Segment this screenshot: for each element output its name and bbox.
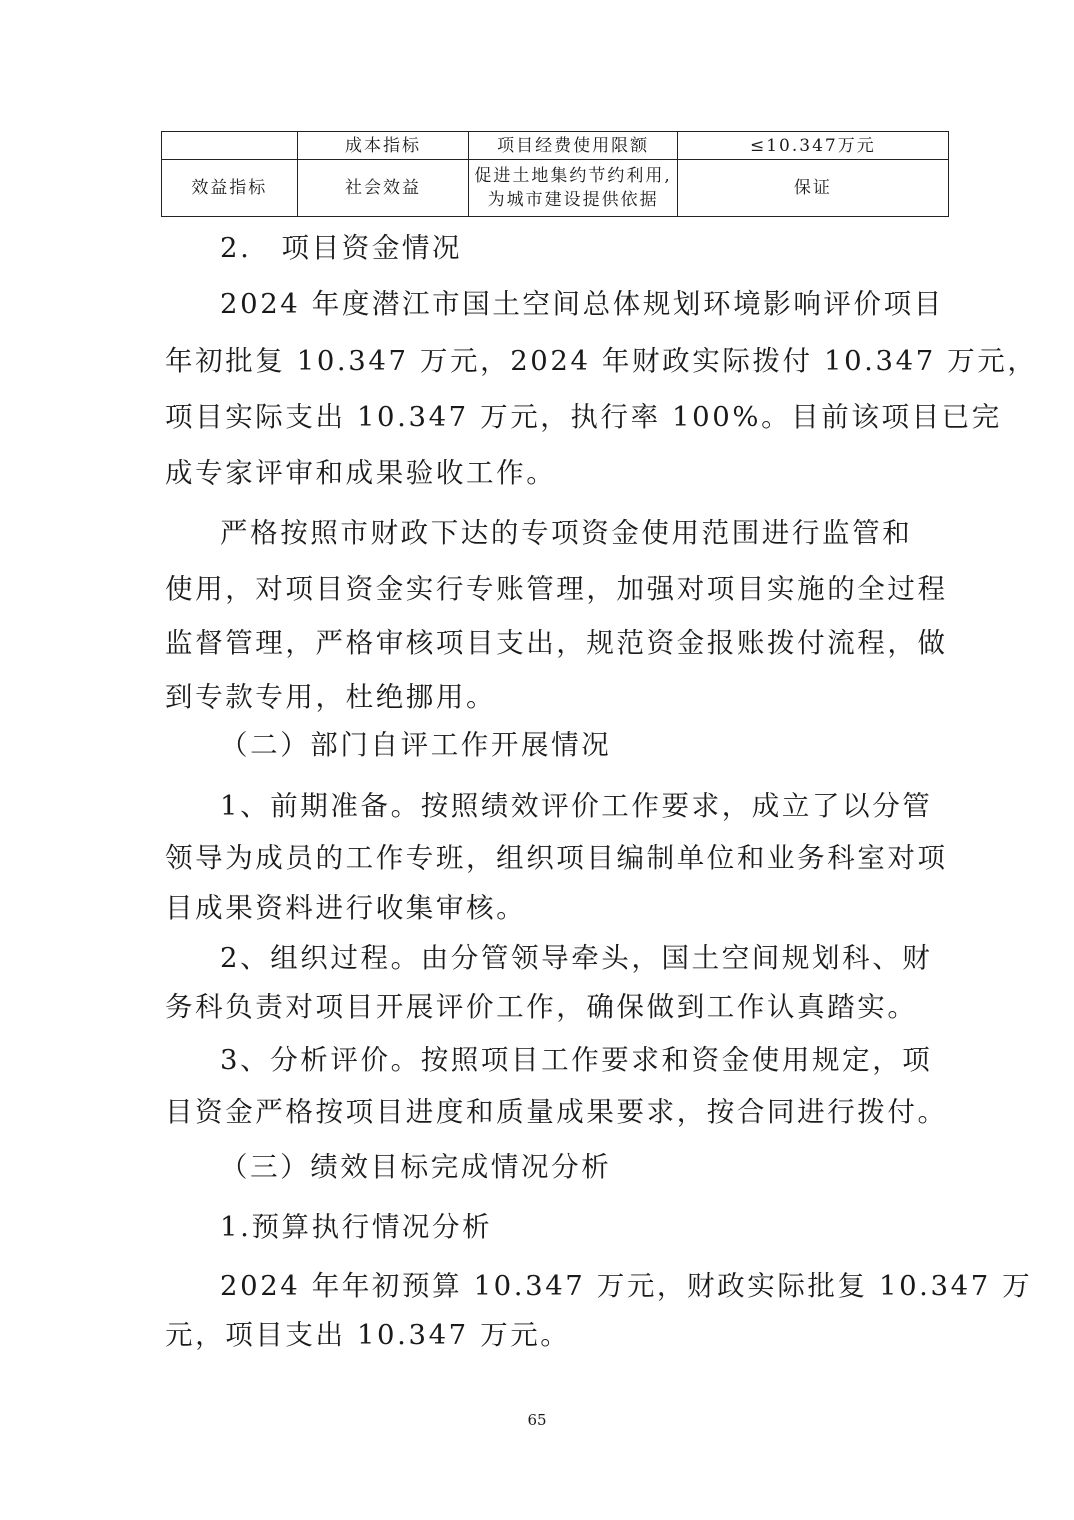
- table-cell: [162, 132, 298, 160]
- table-row: [162, 160, 949, 217]
- table-cell: [469, 160, 677, 217]
- section-heading: 2. 项目资金情况: [220, 232, 463, 264]
- paragraph-line: 务科负责对项目开展评价工作，确保做到工作认真踏实。: [165, 991, 918, 1023]
- section-heading: （三）绩效目标完成情况分析: [220, 1151, 612, 1183]
- paragraph-line: 年初批复 10.347 万元，2024 年财政实际拨付 10.347 万元，: [165, 345, 1038, 377]
- table-cell: ≤10.347万元: [677, 132, 948, 160]
- paragraph-line: 成专家评审和成果验收工作。: [165, 457, 557, 489]
- paragraph-line: 目资金严格按项目进度和质量成果要求，按合同进行拨付。: [165, 1096, 948, 1128]
- paragraph-line: 严格按照市财政下达的专项资金使用范围进行监管和: [220, 517, 913, 549]
- paragraph-line: 目成果资料进行收集审核。: [165, 892, 527, 924]
- paragraph-line: 项目实际支出 10.347 万元，执行率 100%。目前该项目已完: [165, 401, 1002, 433]
- paragraph-line: 2024 年度潜江市国土空间总体规划环境影响评价项目: [220, 288, 944, 320]
- paragraph-line: 到专款专用，杜绝挪用。: [165, 681, 497, 713]
- cell-text-line: 促进土地集约节约利用,: [474, 166, 672, 186]
- cell-text-line: 为城市建设提供依据: [487, 190, 659, 210]
- table-cell: 项目经费使用限额: [469, 132, 677, 160]
- table-row: [162, 132, 949, 160]
- performance-indicator-table: [161, 131, 949, 217]
- paragraph-line: 领导为成员的工作专班，组织项目编制单位和业务科室对项: [165, 842, 948, 874]
- paragraph-line: 使用，对项目资金实行专账管理，加强对项目实施的全过程: [165, 573, 948, 605]
- page-number: 65: [527, 1411, 547, 1429]
- table-cell: 保证: [677, 160, 948, 217]
- paragraph-line: 元，项目支出 10.347 万元。: [165, 1319, 571, 1351]
- table-cell: 社会效益: [297, 160, 469, 217]
- paragraph-line: 2、组织过程。由分管领导牵头，国土空间规划科、财: [220, 942, 933, 974]
- table-cell: 成本指标: [297, 132, 469, 160]
- paragraph-line: 3、分析评价。按照项目工作要求和资金使用规定，项: [220, 1044, 933, 1076]
- paragraph-line: 1、前期准备。按照绩效评价工作要求，成立了以分管: [220, 790, 933, 822]
- paragraph-line: 2024 年年初预算 10.347 万元，财政实际批复 10.347 万: [220, 1270, 1033, 1302]
- subsection-heading: 1.预算执行情况分析: [220, 1211, 493, 1243]
- paragraph-line: 监督管理，严格审核项目支出，规范资金报账拨付流程，做: [165, 627, 948, 659]
- table-cell: 效益指标: [162, 160, 298, 217]
- section-heading: （二）部门自评工作开展情况: [220, 729, 612, 761]
